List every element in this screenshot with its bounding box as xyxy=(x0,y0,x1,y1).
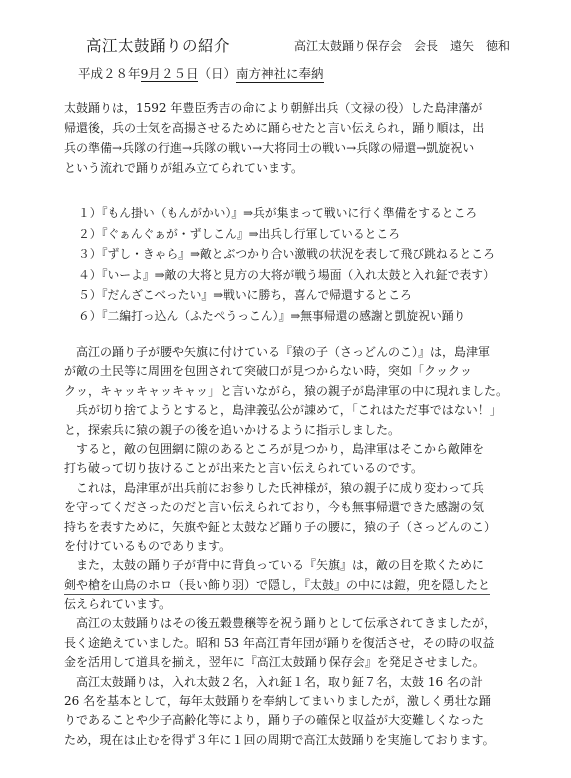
document-header xyxy=(86,34,556,56)
list-item: １）『もん掛い（もんがかい）』⇒兵が集まって戦いに行く準備をするところ xyxy=(78,206,478,220)
story-line: 打ち破って切り抜けることが出来たと言い伝えられているのです。 xyxy=(64,461,424,476)
story-line: すると，敵の包囲網に隙のあるところが見つかり，島津軍はそこから敵陣を xyxy=(64,441,485,456)
story-line: と，探索兵に猿の親子の後を追いかけるように指示しました。 xyxy=(64,422,401,437)
story-line: を付けているものであります。 xyxy=(64,538,232,553)
story-line: 高江太鼓踊りは，入れ太鼓２名，入れ鉦１名，取り鉦７名，太鼓 16 名の計 xyxy=(64,674,483,689)
story-line: 高江の踊り子が腰や矢旗に付けている『猿の子（さっどんのこ）』は，島津軍 xyxy=(64,345,491,359)
story-line: が敵の土民等に周囲を包囲されて突破口が見つからない時，突如「クックッ xyxy=(64,364,473,379)
story-line: 兵が切り捨てようとすると，島津義弘公が諌めて，「これはただ事ではない！」 xyxy=(64,403,502,418)
story-paragraphs xyxy=(64,343,554,750)
list-item: ２）『ぐぁんぐぁが・ずしこん』⇒出兵し行軍しているところ xyxy=(78,226,401,241)
story-line: これは，島津軍が出兵前にお参りした氏神様が，猿の親子に成り変わって兵 xyxy=(64,480,484,495)
intro-line: 太鼓踊りは，1592 年豊臣秀吉の命により朝鮮出兵（文禄の役）した島津藩が xyxy=(64,101,483,115)
story-line: 26 名を基本として，毎年太鼓踊りを奉納してまいりましたが，激しく勇壮な踊 xyxy=(64,694,491,709)
document-title: 高江太鼓踊りの紹介 xyxy=(86,37,231,55)
story-line: 高江の太鼓踊りはその後五穀豊穣等を祝う踊りとして伝承されてきましたが， xyxy=(64,616,497,631)
date-weekday: （日） xyxy=(198,66,236,81)
story-line: ため，現在は止むを得ず３年に１回の周期で高江太鼓踊りを実施しております。 xyxy=(64,732,495,747)
intro-line: 帰還後，兵の士気を高揚させるために踊らせたと言い伝えられ，踊り順は，出 xyxy=(64,121,485,135)
story-line: 伝えられています。 xyxy=(64,597,172,612)
list-item: ３）『ずし・きゃら』⇒敵とぶつかり合い激戦の状況を表して飛び跳ねるところ xyxy=(78,247,495,262)
list-item: ５）『だんざこべったい』⇒戦いに勝ち，喜んで帰還するところ xyxy=(78,288,412,303)
story-line: 長く途絶えていました。昭和 53 年高江青年団が踊りを復活させ，その時の収益 xyxy=(64,635,495,650)
story-line: 金を活用して道具を揃え，翌年に『高江太鼓踊り保存会』を発足させました。 xyxy=(64,655,485,670)
list-item: ４）『いーよ』⇒敵の大将と見方の大将が戦う場面（入れ太鼓と入れ鉦で表す） xyxy=(78,267,495,282)
intro-paragraph xyxy=(64,98,554,178)
story-line: 持ちを表すために，矢旗や鉦と太鼓など踊り子の腰に，猿の子（さっどんのこ） xyxy=(64,519,497,534)
date-era-year: 平成２８年 xyxy=(78,66,141,81)
intro-line: という流れで踊りが組み立てられています。 xyxy=(64,161,304,175)
performance-date xyxy=(78,64,324,82)
list-item: ６）『二編打っ込ん（ふたぺうっこん）』⇒無事帰還の感謝と凱旋祝い踊り xyxy=(78,308,466,323)
story-line: を守ってくださったのだと言い伝えられており，今も無事帰還できた感謝の気 xyxy=(64,500,485,515)
story-line-underlined: 剣や槍を山鳥のホロ（長い飾り羽）で隠し，『太鼓』の中には鎧，兜を隠したと xyxy=(64,576,490,595)
story-line: また，太鼓の踊り子が背中に背負っている『矢旗』は，敵の目を欺くために xyxy=(64,558,485,573)
dance-sequence-list xyxy=(78,203,556,327)
story-line: りであることや少子高齢化等により，踊り子の確保と収益が大変難しくなった xyxy=(64,713,485,728)
story-line: クッ，キャッキャッキャッ」と言いながら，猿の親子が島津軍の中に現れました。 xyxy=(64,383,509,398)
date-month-day: 9月２５日 xyxy=(140,66,199,81)
intro-line: 兵の準備→兵隊の行進→兵隊の戦い→大将同士の戦い→兵隊の帰還→凱旋祝い xyxy=(64,141,475,155)
organization-author: 高江太鼓踊り保存会 会長 遠矢 徳和 xyxy=(294,39,511,53)
date-place: 南方神社に奉納 xyxy=(235,66,324,81)
